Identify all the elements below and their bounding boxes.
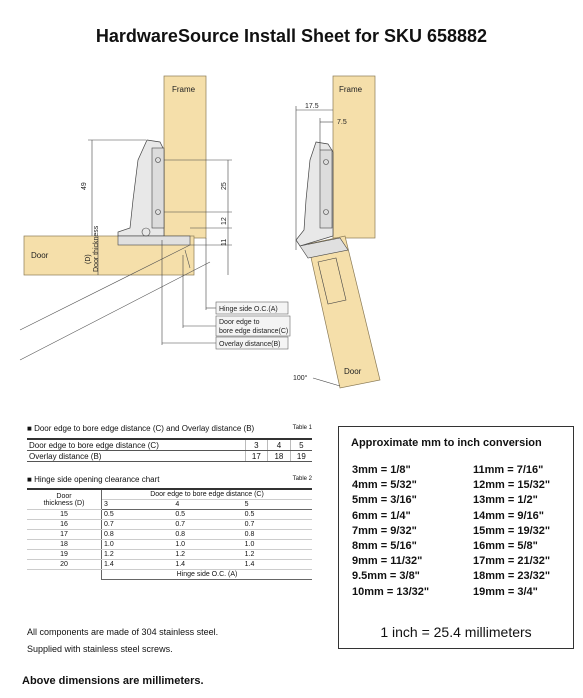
table2-header-row — [27, 489, 312, 500]
table2-cell: 1.4 — [243, 560, 312, 570]
conversion-item: 5mm = 3/16" — [352, 494, 417, 507]
conversion-box — [338, 426, 574, 649]
table2-cell: 1.2 — [173, 550, 242, 560]
table2-footer-row — [27, 570, 312, 580]
conversion-item: 18mm = 23/32" — [473, 570, 551, 583]
conversion-item: 17mm = 21/32" — [473, 555, 551, 568]
table2-cell: 1.4 — [173, 560, 242, 570]
table2-group-header: Door edge to bore edge distance (C) — [102, 489, 313, 500]
dim-7-5-label: 7.5 — [337, 119, 347, 126]
conversion-right-column — [473, 463, 550, 600]
table2-cell: 0.8 — [173, 530, 242, 540]
table2-caption-text: Hinge side opening clearance chart — [34, 475, 160, 484]
table2-cell: 20 — [27, 560, 102, 570]
conversion-left-column — [352, 463, 429, 600]
table2-footer: Hinge side O.C. (A) — [102, 570, 313, 580]
table2-cell: 0.5 — [102, 510, 174, 520]
note-material: All components are made of 304 stainless steel. — [27, 627, 219, 637]
table-row — [27, 540, 312, 550]
table2-cell: 17 — [27, 530, 102, 540]
table2-cell: 0.8 — [243, 530, 312, 540]
conversion-title: Approximate mm to inch conversion — [351, 437, 542, 449]
table2-cell: 0.5 — [243, 510, 312, 520]
table2 — [27, 488, 312, 580]
conversion-item: 14mm = 9/16" — [473, 509, 544, 522]
right-door-panel — [308, 236, 380, 388]
note-screws: Supplied with stainless steel screws. — [27, 644, 173, 654]
right-frame-label: Frame — [339, 85, 363, 94]
table1-cell: 19 — [290, 451, 312, 462]
conversion-item: 13mm = 1/2" — [473, 494, 538, 507]
callout-edge-line-2: bore edge distance(C) — [219, 328, 289, 335]
table1-row1-label: Door edge to bore edge distance (C) — [27, 439, 245, 451]
conversion-footer: 1 inch = 25.4 millimeters — [380, 624, 532, 640]
left-frame-label: Frame — [172, 85, 196, 94]
table-row — [27, 550, 312, 560]
dim-25-label: 25 — [221, 182, 228, 190]
conversion-item: 9mm = 11/32" — [352, 555, 423, 568]
callout-overlay: Overlay distance(B) — [219, 341, 281, 348]
table2-cell: 0.5 — [173, 510, 242, 520]
table1-cell: 18 — [268, 451, 291, 462]
table2-subheader: 3 — [102, 500, 174, 510]
conversion-item: 4mm = 5/32" — [352, 479, 417, 492]
table-row — [27, 520, 312, 530]
table2-cell: 19 — [27, 550, 102, 560]
table2-cell: 1.0 — [102, 540, 174, 550]
table2-cell: 0.7 — [102, 520, 174, 530]
conversion-item: 9.5mm = 3/8" — [352, 570, 420, 583]
conversion-item: 6mm = 1/4" — [352, 509, 411, 522]
table1-caption-text: Door edge to bore edge distance (C) and Overlay distance (B) — [34, 424, 255, 433]
table1 — [27, 438, 312, 462]
callout-hinge-side: Hinge side O.C.(A) — [219, 306, 278, 313]
callout-edge-line-1: Door edge to — [219, 319, 260, 326]
d-label: (D) — [85, 254, 92, 264]
table2-caption — [27, 475, 312, 484]
table2-cell: 1.4 — [102, 560, 174, 570]
table2-col0-header-line2: thickness (D) — [43, 499, 85, 507]
table2-col0-header — [27, 489, 102, 510]
table2-cell: 16 — [27, 520, 102, 530]
conversion-item: 11mm = 7/16" — [473, 464, 544, 476]
conversion-item: 7mm = 9/32" — [352, 524, 417, 537]
table-row — [27, 510, 312, 520]
right-frame-panel — [333, 76, 375, 238]
dim-12-label: 12 — [221, 217, 228, 225]
table2-cell: 1.2 — [243, 550, 312, 560]
conversion-item: 8mm = 5/16" — [352, 540, 417, 553]
conversion-item: 15mm = 19/32" — [473, 524, 551, 537]
table1-cell: 4 — [268, 439, 291, 451]
bullet-square-icon: ■ — [27, 424, 32, 433]
table2-cell: 1.2 — [102, 550, 174, 560]
left-door-label: Door — [31, 251, 49, 260]
table2-cell: 1.0 — [243, 540, 312, 550]
table1-cell: 5 — [290, 439, 312, 451]
door-thickness-label: Door thickness — [93, 225, 100, 272]
table2-cell: 1.0 — [173, 540, 242, 550]
conversion-item: 10mm = 13/32" — [352, 585, 430, 598]
table1-number: Table 1 — [292, 425, 312, 431]
dim-17-5-label: 17.5 — [305, 103, 319, 110]
table-row — [27, 530, 312, 540]
table2-footer-spacer — [27, 570, 102, 580]
conversion-item: 19mm = 3/4" — [473, 585, 538, 598]
table1-cell: 3 — [245, 439, 268, 451]
page-title: HardwareSource Install Sheet for SKU 658882 — [95, 26, 488, 46]
note-units: Above dimensions are millimeters. — [22, 675, 204, 687]
table2-cell: 15 — [27, 510, 102, 520]
angle-label: 100° — [293, 375, 308, 382]
dim-11-label: 11 — [221, 238, 228, 246]
table2-cell: 0.7 — [173, 520, 242, 530]
table1-row2-label: Overlay distance (B) — [27, 451, 245, 462]
table2-subheader: 4 — [173, 500, 242, 510]
conversion-item: 12mm = 15/32" — [473, 479, 551, 492]
table2-cell: 18 — [27, 540, 102, 550]
table-row — [27, 451, 312, 462]
table2-subheader: 5 — [243, 500, 312, 510]
table-row — [27, 439, 312, 451]
table2-cell: 0.8 — [102, 530, 174, 540]
table-row — [27, 560, 312, 570]
table1-cell: 17 — [245, 451, 268, 462]
table2-cell: 0.7 — [243, 520, 312, 530]
left-frame-panel — [164, 76, 206, 238]
dim-49-label: 49 — [81, 182, 88, 190]
table2-col0-header-line1: Door — [56, 492, 72, 500]
bullet-square-icon: ■ — [27, 475, 32, 484]
conversion-item: 3mm = 1/8" — [352, 464, 411, 476]
table2-number: Table 2 — [292, 476, 312, 482]
table1-caption — [27, 424, 312, 433]
right-door-label: Door — [344, 367, 362, 376]
conversion-item: 16mm = 5/8" — [473, 540, 538, 553]
